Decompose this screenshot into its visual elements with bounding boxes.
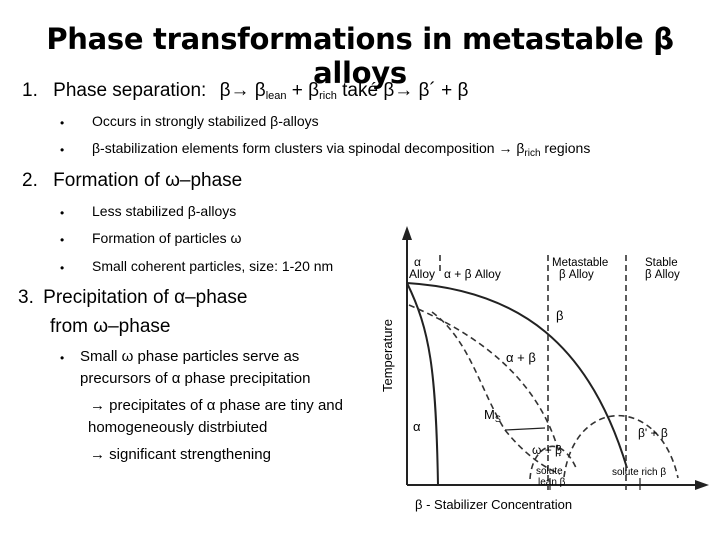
- region-beta: β: [556, 308, 564, 323]
- item-3-line-e: → significant strengthening: [90, 446, 271, 463]
- item-1-bullet-1: Occurs in strongly stabilized β-alloys: [92, 113, 319, 129]
- ms-line: [505, 428, 545, 430]
- dashed-curve-upper: [409, 305, 560, 456]
- bullet-dot: •: [60, 351, 65, 365]
- item-2-label: Formation of ω–phase: [53, 170, 243, 191]
- region-alpha: α: [413, 419, 421, 434]
- solute-lean-label-2: lean β: [538, 477, 566, 488]
- column-4-label-a: Stable: [645, 257, 678, 269]
- column-3-label-b: β Alloy: [559, 269, 594, 281]
- martensite-start-label: $M_S$: [484, 407, 501, 424]
- region-omega-beta: ω + β: [532, 443, 562, 457]
- item-1-sub-lean: lean: [265, 90, 287, 102]
- y-axis-label: Temperature: [380, 319, 395, 392]
- item-2-bullet-1: Less stabilized β-alloys: [92, 203, 237, 219]
- bullet-dot: •: [60, 233, 65, 247]
- item-1-sub-rich: rich: [319, 90, 337, 102]
- bullet-dot: •: [60, 261, 65, 275]
- y-axis-arrow: [402, 226, 412, 240]
- column-1-label-b: Alloy: [409, 267, 436, 281]
- item-1-bullet-2-text: β-stabilization elements form clusters via spinodal decomposition → β: [92, 140, 525, 156]
- bullet-dot: •: [60, 143, 65, 157]
- bullet-dot: •: [60, 116, 65, 130]
- item-1-bullet-2-sub: rich: [524, 148, 541, 159]
- region-alpha-beta: α + β: [506, 350, 536, 365]
- item-1-formula-part-1: β→ β: [219, 80, 266, 101]
- item-3-bullet-line-b: precursors of α phase precipitation: [80, 370, 311, 387]
- item-3-number: 3.: [18, 287, 34, 308]
- item-3-bullet-line-a: Small ω phase particles serve as: [80, 348, 300, 365]
- column-1-label-a: α: [414, 255, 421, 269]
- solute-rich-label: solute rich β: [612, 467, 667, 478]
- item-1-formula-part-2: + β: [286, 80, 320, 101]
- item-3-line-1: Precipitation of α–phase: [43, 287, 248, 308]
- item-3-line-d: homogeneously distrbiuted: [88, 419, 268, 436]
- slide-title: Phase transformations in metastable β alloys: [46, 22, 674, 90]
- column-4-label-b: β Alloy: [645, 269, 680, 281]
- solute-lean-label-1: solute: [536, 466, 563, 477]
- beta-transus-curve: [407, 283, 627, 468]
- item-1-formula-part-3: také β→ β´ + β: [336, 80, 469, 101]
- item-2-number: 2.: [22, 170, 38, 191]
- x-axis-arrow: [695, 480, 709, 490]
- item-3-line-2: from ω–phase: [50, 316, 171, 337]
- item-1-bullet-2-tail: regions: [540, 140, 591, 156]
- item-3-line-c: → precipitates of α phase are tiny and: [90, 397, 343, 414]
- item-2-bullet-3: Small coherent particles, size: 1-20 nm: [92, 258, 334, 274]
- bullet-dot: •: [60, 206, 65, 220]
- x-axis-label: β - Stabilizer Concentration: [415, 497, 573, 512]
- item-1-label: Phase separation:: [53, 80, 207, 101]
- column-3-label-a: Metastable: [552, 257, 609, 269]
- item-2-bullet-2: Formation of particles ω: [92, 230, 242, 246]
- column-2-label: α + β Alloy: [444, 267, 501, 281]
- region-beta-prime-beta: β' + β: [638, 426, 668, 440]
- item-1-number: 1.: [22, 80, 38, 101]
